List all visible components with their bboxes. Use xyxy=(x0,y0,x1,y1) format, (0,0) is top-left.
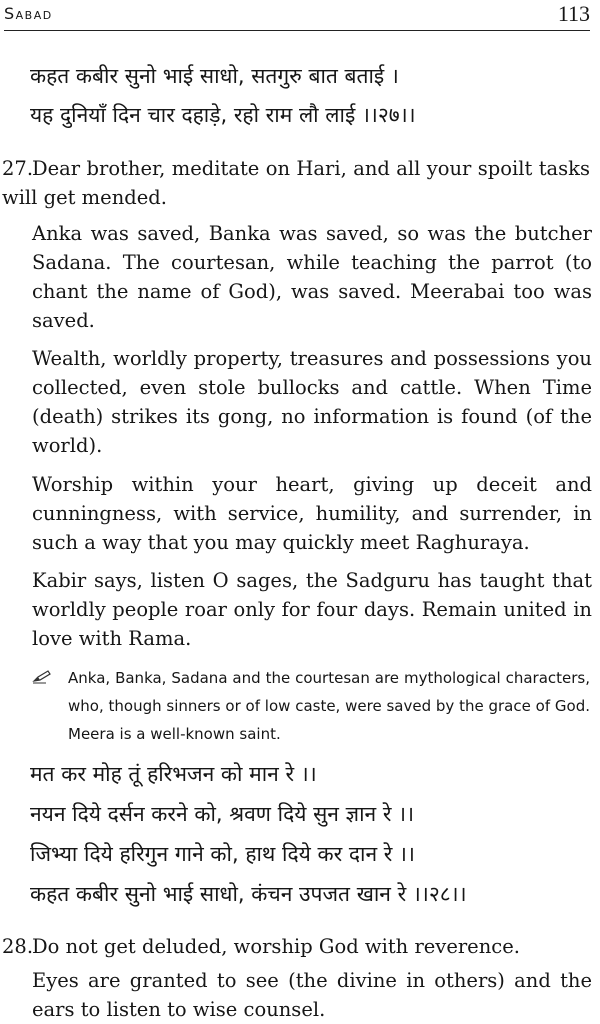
pencil-note-icon xyxy=(32,668,52,684)
section-number: 27. xyxy=(2,157,34,180)
section-28-first-text: Do not get deluded, worship God with reverence. xyxy=(32,935,520,958)
footnote: Anka, Banka, Sadana and the courtesan are mythological characters, who, though sinners or of low caste, were saved by the grace of God. Meera is a well-known saint. xyxy=(68,669,590,743)
page-number: 113 xyxy=(557,1,590,26)
verse-line: कहत कबीर सुनो भाई साधो, कंचन उपजत खान रे ।।२८।। xyxy=(30,882,467,906)
verse-line: यह दुनियाँ दिन चार दहाड़े, रहो राम लौ लाई ।।२७।। xyxy=(30,103,416,127)
section-27-paragraph xyxy=(2,154,590,212)
running-head: Sabad xyxy=(4,4,53,23)
translation-paragraph: Worship within your heart, giving up deceit and cunningness, with service, humility, and surrender, in such a way that you may quickly meet Raghuraya. xyxy=(32,473,592,554)
translation-paragraph: Eyes are granted to see (the divine in others) and the ears to listen to wise counsel. xyxy=(32,969,592,1021)
section-number: 28. xyxy=(2,935,34,958)
verse-line: जिभ्या दिये हरिगुन गाने को, हाथ दिये कर दान रे ।। xyxy=(30,842,415,866)
section-27-first-text: Dear brother, meditate on Hari, and all your spoilt tasks will get mended. xyxy=(2,157,590,209)
page-header xyxy=(4,0,590,31)
verse-line: नयन दिये दर्सन करने को, श्रवण दिये सुन ज्ञान रे ।। xyxy=(30,802,415,826)
verse-line: मत कर मोह तूं हरिभजन को मान रे ।। xyxy=(30,762,317,786)
translation-paragraph: Kabir says, listen O sages, the Sadguru has taught that worldly people roar only for four days. Remain united in love with Rama. xyxy=(32,569,592,650)
verse-line: कहत कबीर सुनो भाई साधो, सतगुरु बात बताई । xyxy=(30,64,399,88)
section-28-paragraph xyxy=(2,932,590,961)
translation-paragraph: Anka was saved, Banka was saved, so was the butcher Sadana. The courtesan, while teaching the parrot (to chant the name of God), was saved. Meerabai too was saved. xyxy=(32,222,592,332)
translation-paragraph: Wealth, worldly property, treasures and possessions you collected, even stole bullocks and cattle. When Time (death) strikes its gong, no information is found (of the world). xyxy=(32,347,592,457)
